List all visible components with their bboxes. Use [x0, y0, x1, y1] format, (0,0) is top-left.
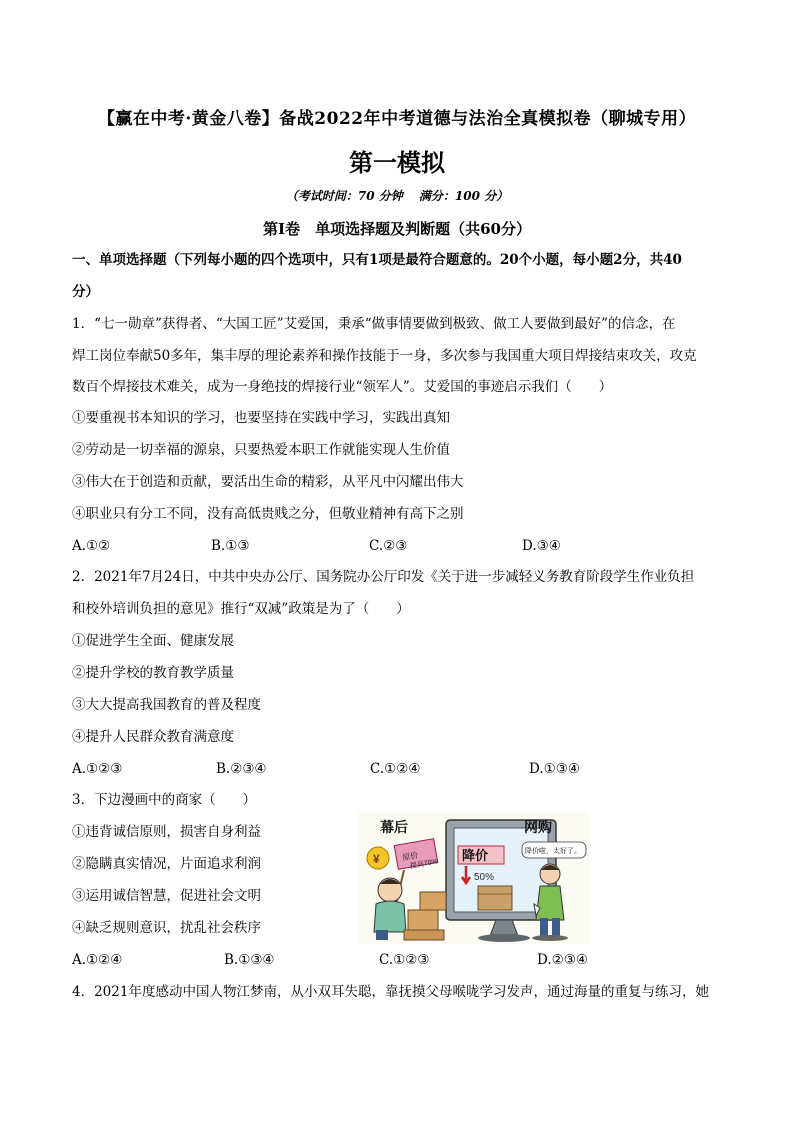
monitor-base	[478, 934, 530, 942]
q1-statement: ④职业只有分工不同，没有高低贵贱之分，但敬业精神有高下之别	[72, 506, 464, 522]
q1-statement: ①要重视书本知识的学习，也要坚持在实践中学习，实践出真知	[72, 410, 450, 426]
q2-statement: ①促进学生全面、健康发展	[72, 633, 234, 649]
percent-text: 50%	[474, 872, 495, 883]
price-tag-percent: 提高70%	[409, 858, 439, 871]
q3-option-b: B.①③④	[224, 952, 275, 968]
shopper-body	[536, 886, 564, 920]
q1-stem: 1．“七一勋章”获得者、“大国工匠”艾爱国，秉承“做事情要做到极致、做工人要做到最好”的信念，在	[72, 316, 676, 332]
q1-statement: ③伟大在于创造和贡献，要活出生命的精彩，从平凡中闪耀出伟大	[72, 474, 464, 490]
q3-statement: ①违背诚信原则，损害自身利益	[72, 824, 261, 840]
document-title: 【赢在中考·黄金八卷】备战2022年中考道德与法治全真模拟卷（聊城专用）	[97, 109, 697, 129]
coin-symbol: ¥	[373, 852, 380, 866]
box	[404, 930, 444, 940]
price-tag-text: 原价	[401, 850, 420, 863]
q2-statement: ②提升学校的教育教学质量	[72, 665, 234, 681]
q3-option-d: D.②③④	[537, 952, 588, 968]
monitor-stand	[490, 920, 518, 936]
q2-statement: ③大大提高我国教育的普及程度	[72, 697, 261, 713]
q2-stem: 2．2021年7月24日，中共中央办公厅、国务院办公厅印发《关于进一步减轻义务教育阶段学生作业负担	[72, 569, 695, 585]
q1-option-d: D.③④	[522, 538, 561, 554]
q2-stem: 和校外培训负担的意见》推行“双减”政策是为了（ ）	[72, 601, 410, 617]
q1-option-c: C.②③	[369, 538, 408, 554]
q2-option-a: A.①②③	[72, 761, 123, 777]
part1-heading-cont: 分）	[72, 284, 99, 300]
q3-option-a: A.①②④	[72, 952, 123, 968]
screen-box	[478, 886, 512, 910]
merchant-legs	[376, 930, 388, 940]
q3-stem: 3．下边漫画中的商家（ ）	[72, 792, 257, 808]
exam-info: （考试时间：70 分钟 满分：100 分）	[285, 189, 509, 203]
merchant-body	[374, 901, 406, 932]
box	[420, 892, 446, 910]
shopper-leg	[540, 918, 548, 936]
part1-heading: 一、单项选择题（下列每小题的四个选项中，只有1项是最符合题意的。20个小题，每小题2分，共40	[72, 252, 682, 268]
q3-statement: ④缺乏规则意识，扰乱社会秩序	[72, 920, 261, 936]
document-subtitle: 第一模拟	[349, 148, 445, 177]
q1-stem: 数百个焊接技术难关，成为一身绝技的焊接行业“领军人”。艾爱国的事迹启示我们（ ）	[72, 379, 613, 395]
cartoon-illustration	[358, 812, 590, 944]
cartoon-right-caption: 网购	[524, 819, 552, 835]
q2-statement: ④提升人民群众教育满意度	[72, 729, 234, 745]
q2-option-d: D.①③④	[529, 761, 580, 777]
q2-option-c: C.①②④	[370, 761, 421, 777]
q1-option-a: A.①②	[72, 538, 111, 554]
shopper-leg	[552, 918, 560, 936]
q3-statement: ③运用诚信智慧，促进社会文明	[72, 888, 261, 904]
screen-text: 降价	[462, 848, 489, 863]
q1-statement: ②劳动是一切幸福的源泉，只要热爱本职工作就能实现人生价值	[72, 442, 450, 458]
q3-statement: ②隐瞒真实情况，片面追求利润	[72, 856, 261, 872]
cartoon-image	[358, 812, 590, 944]
section-title: 第Ⅰ卷 单项选择题及判断题（共60分）	[263, 220, 531, 238]
q1-option-b: B.①③	[211, 538, 250, 554]
shopper-stand	[532, 935, 568, 941]
q1-stem: 焊工岗位奉献50多年，集丰厚的理论素养和操作技能于一身，多次参与我国重大项目焊接结束攻关，攻克	[72, 348, 697, 364]
cartoon-left-caption: 幕后	[380, 819, 408, 835]
q3-option-c: C.①②③	[379, 952, 430, 968]
box	[408, 910, 438, 932]
q4-stem: 4．2021年度感动中国人物江梦南，从小双耳失聪，靠抚摸父母喉咙学习发声，通过海量的重复与练习，她	[72, 984, 709, 1000]
q2-option-b: B.②③④	[216, 761, 267, 777]
speech-text: 降价啦，太好了。	[525, 848, 581, 855]
